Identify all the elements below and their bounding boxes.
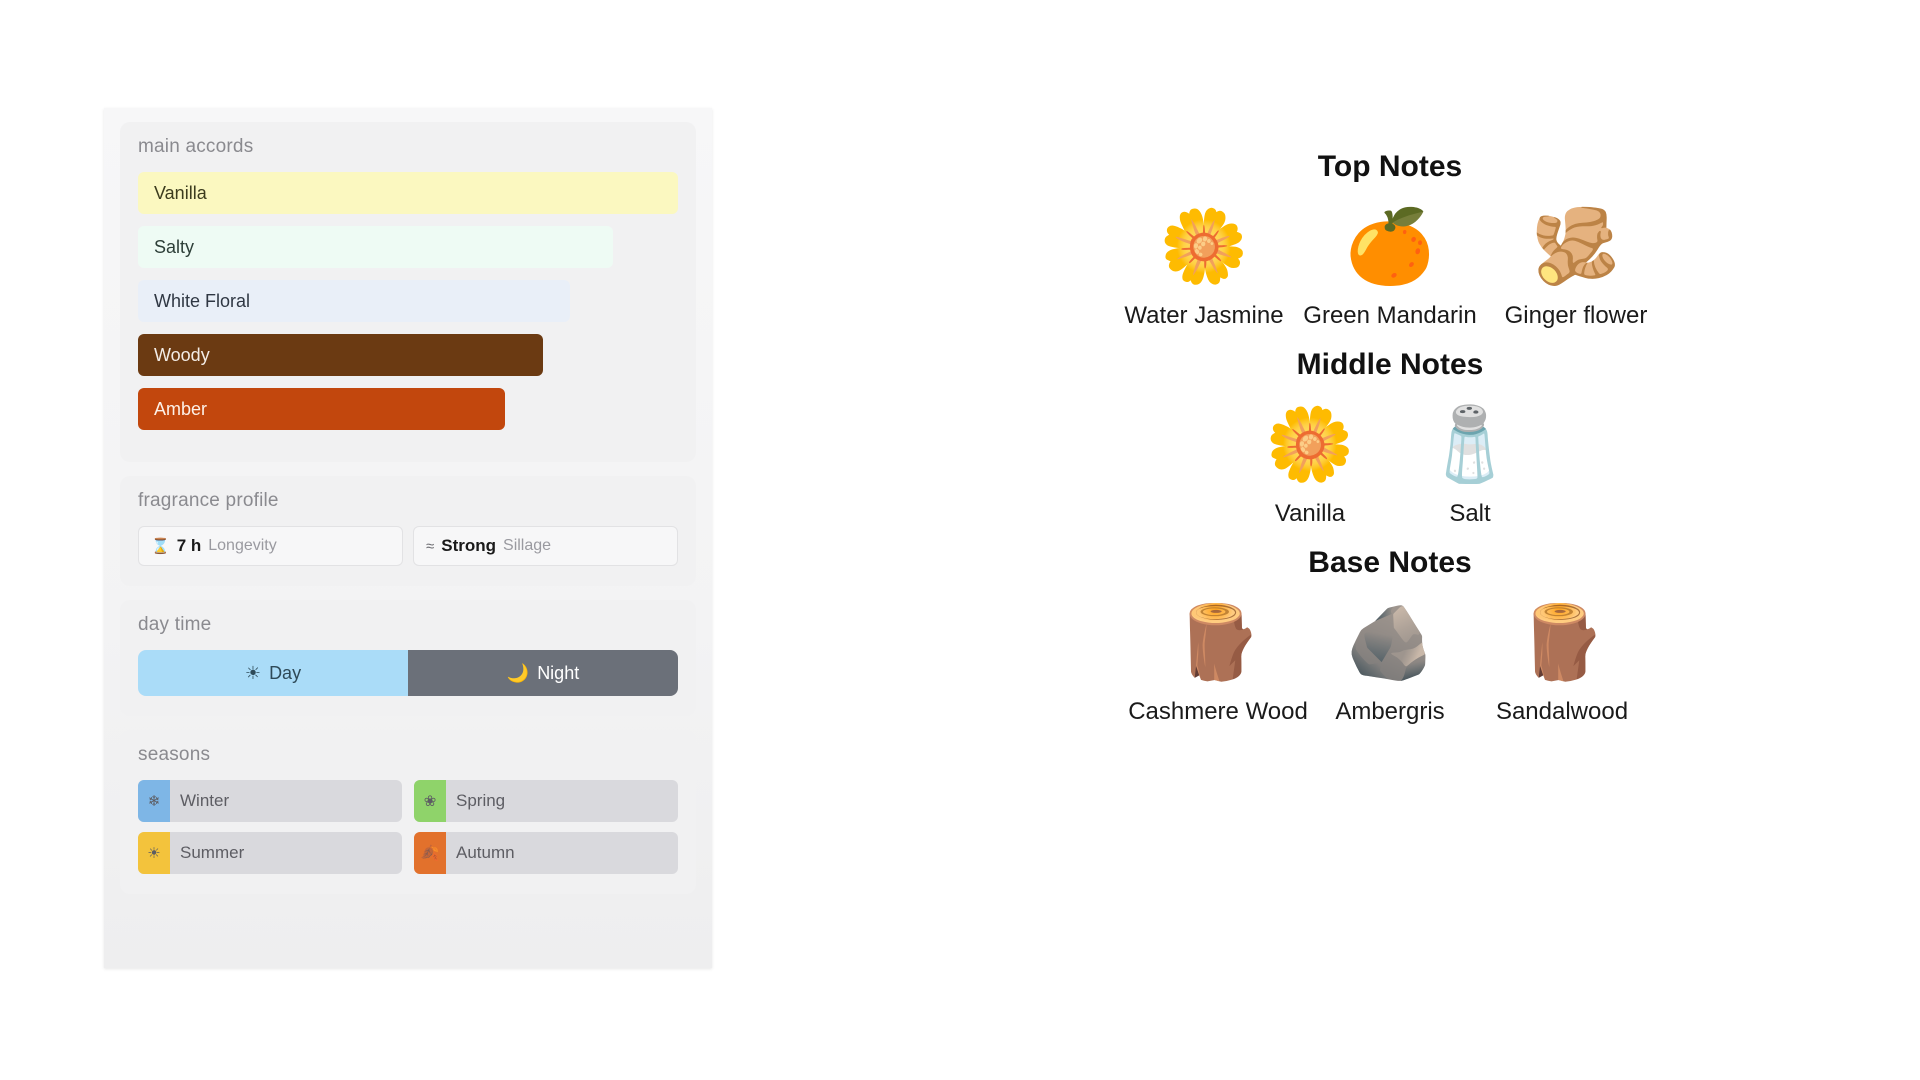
notes-group: [1000, 348, 1780, 528]
longevity-value: 7 h: [176, 536, 202, 555]
accord-bar: [138, 226, 613, 268]
note-item[interactable]: [1230, 392, 1390, 528]
notes-group: [1000, 546, 1780, 726]
note-label: Cashmere Wood: [1128, 698, 1308, 725]
notes-group: [1000, 150, 1780, 330]
ambergris-image: 🪨: [1345, 603, 1435, 683]
sillage-label: Sillage: [503, 537, 552, 554]
leaf-icon: 🍂: [414, 832, 446, 874]
note-item[interactable]: [1476, 590, 1648, 726]
note-item[interactable]: [1390, 392, 1550, 528]
note-label: Water Jasmine: [1124, 302, 1284, 329]
snowflake-icon: ❄: [138, 780, 170, 822]
notes-group-heading: Base Notes: [1308, 546, 1472, 579]
season-item[interactable]: [138, 832, 402, 874]
cashmere-wood-image: 🪵: [1173, 603, 1263, 683]
moon-icon: 🌙: [506, 662, 530, 683]
fragrance-attributes-panel: [104, 108, 712, 968]
season-item[interactable]: [414, 780, 678, 822]
accord-bar: [138, 388, 505, 430]
night-label: Night: [537, 662, 580, 683]
sandalwood-image: 🪵: [1517, 603, 1607, 683]
accord-label: Salty: [154, 236, 195, 257]
notes-row: [1000, 590, 1780, 726]
salt-jar-image: 🧂: [1425, 405, 1515, 485]
day-segment[interactable]: [138, 650, 408, 696]
day-night-toggle[interactable]: [138, 650, 678, 696]
notes-group-heading: Middle Notes: [1296, 348, 1484, 381]
sillage-chip[interactable]: [413, 526, 678, 566]
accord-label: Amber: [154, 398, 208, 419]
season-label: Winter: [180, 791, 230, 810]
sun-icon: ☀: [244, 662, 262, 683]
longevity-label: Longevity: [208, 537, 277, 554]
seasons-grid: [138, 780, 678, 874]
accord-bar: [138, 334, 543, 376]
accord-bar: [138, 280, 570, 322]
notes-row: [1000, 194, 1780, 330]
note-label: Ginger flower: [1504, 302, 1648, 329]
note-label: Sandalwood: [1495, 698, 1629, 725]
fragrance-profile-card: [120, 476, 696, 586]
accord-label: Woody: [154, 344, 210, 365]
fragrance-profile-title: fragrance profile: [138, 490, 279, 511]
note-label: Ambergris: [1335, 698, 1445, 725]
note-label: Green Mandarin: [1303, 302, 1477, 329]
day-label: Day: [269, 662, 302, 683]
season-item[interactable]: [138, 780, 402, 822]
main-accords-card: [120, 122, 696, 462]
note-item[interactable]: [1128, 590, 1308, 726]
seasons-title: seasons: [138, 744, 211, 765]
night-segment[interactable]: [408, 650, 678, 696]
day-time-card: [120, 600, 696, 716]
vanilla-flower-image: 🌼: [1265, 405, 1355, 485]
sun-icon: ☀: [138, 832, 170, 874]
note-label: Salt: [1449, 500, 1491, 527]
blossom-icon: ❀: [414, 780, 446, 822]
main-accords-title: main accords: [138, 136, 254, 157]
accord-label: White Floral: [154, 290, 251, 311]
note-label: Vanilla: [1274, 500, 1346, 527]
accord-bar: [138, 172, 678, 214]
seasons-card: [120, 730, 696, 894]
notes-pyramid: [1000, 150, 1780, 744]
note-item[interactable]: [1297, 194, 1483, 330]
notes-group-heading: Top Notes: [1317, 150, 1463, 183]
mandarin-image: 🍊: [1345, 207, 1435, 287]
notes-row: [1000, 392, 1780, 528]
season-item[interactable]: [414, 832, 678, 874]
note-item[interactable]: [1483, 194, 1669, 330]
accord-label: Vanilla: [154, 182, 207, 203]
fragrance-profile-row: [138, 526, 678, 566]
season-label: Summer: [180, 843, 245, 862]
note-item[interactable]: [1111, 194, 1297, 330]
longevity-chip[interactable]: [138, 526, 403, 566]
day-time-title: day time: [138, 614, 212, 635]
season-label: Autumn: [456, 843, 515, 862]
jasmine-flower-image: 🌼: [1159, 207, 1249, 287]
sillage-value: Strong: [441, 536, 497, 555]
ginger-root-image: 🫚: [1531, 207, 1621, 287]
season-label: Spring: [456, 791, 506, 810]
note-item[interactable]: [1304, 590, 1476, 726]
hourglass-icon: ⌛: [151, 538, 170, 555]
main-accords-list: [138, 172, 678, 430]
waves-icon: ≈: [426, 537, 435, 555]
